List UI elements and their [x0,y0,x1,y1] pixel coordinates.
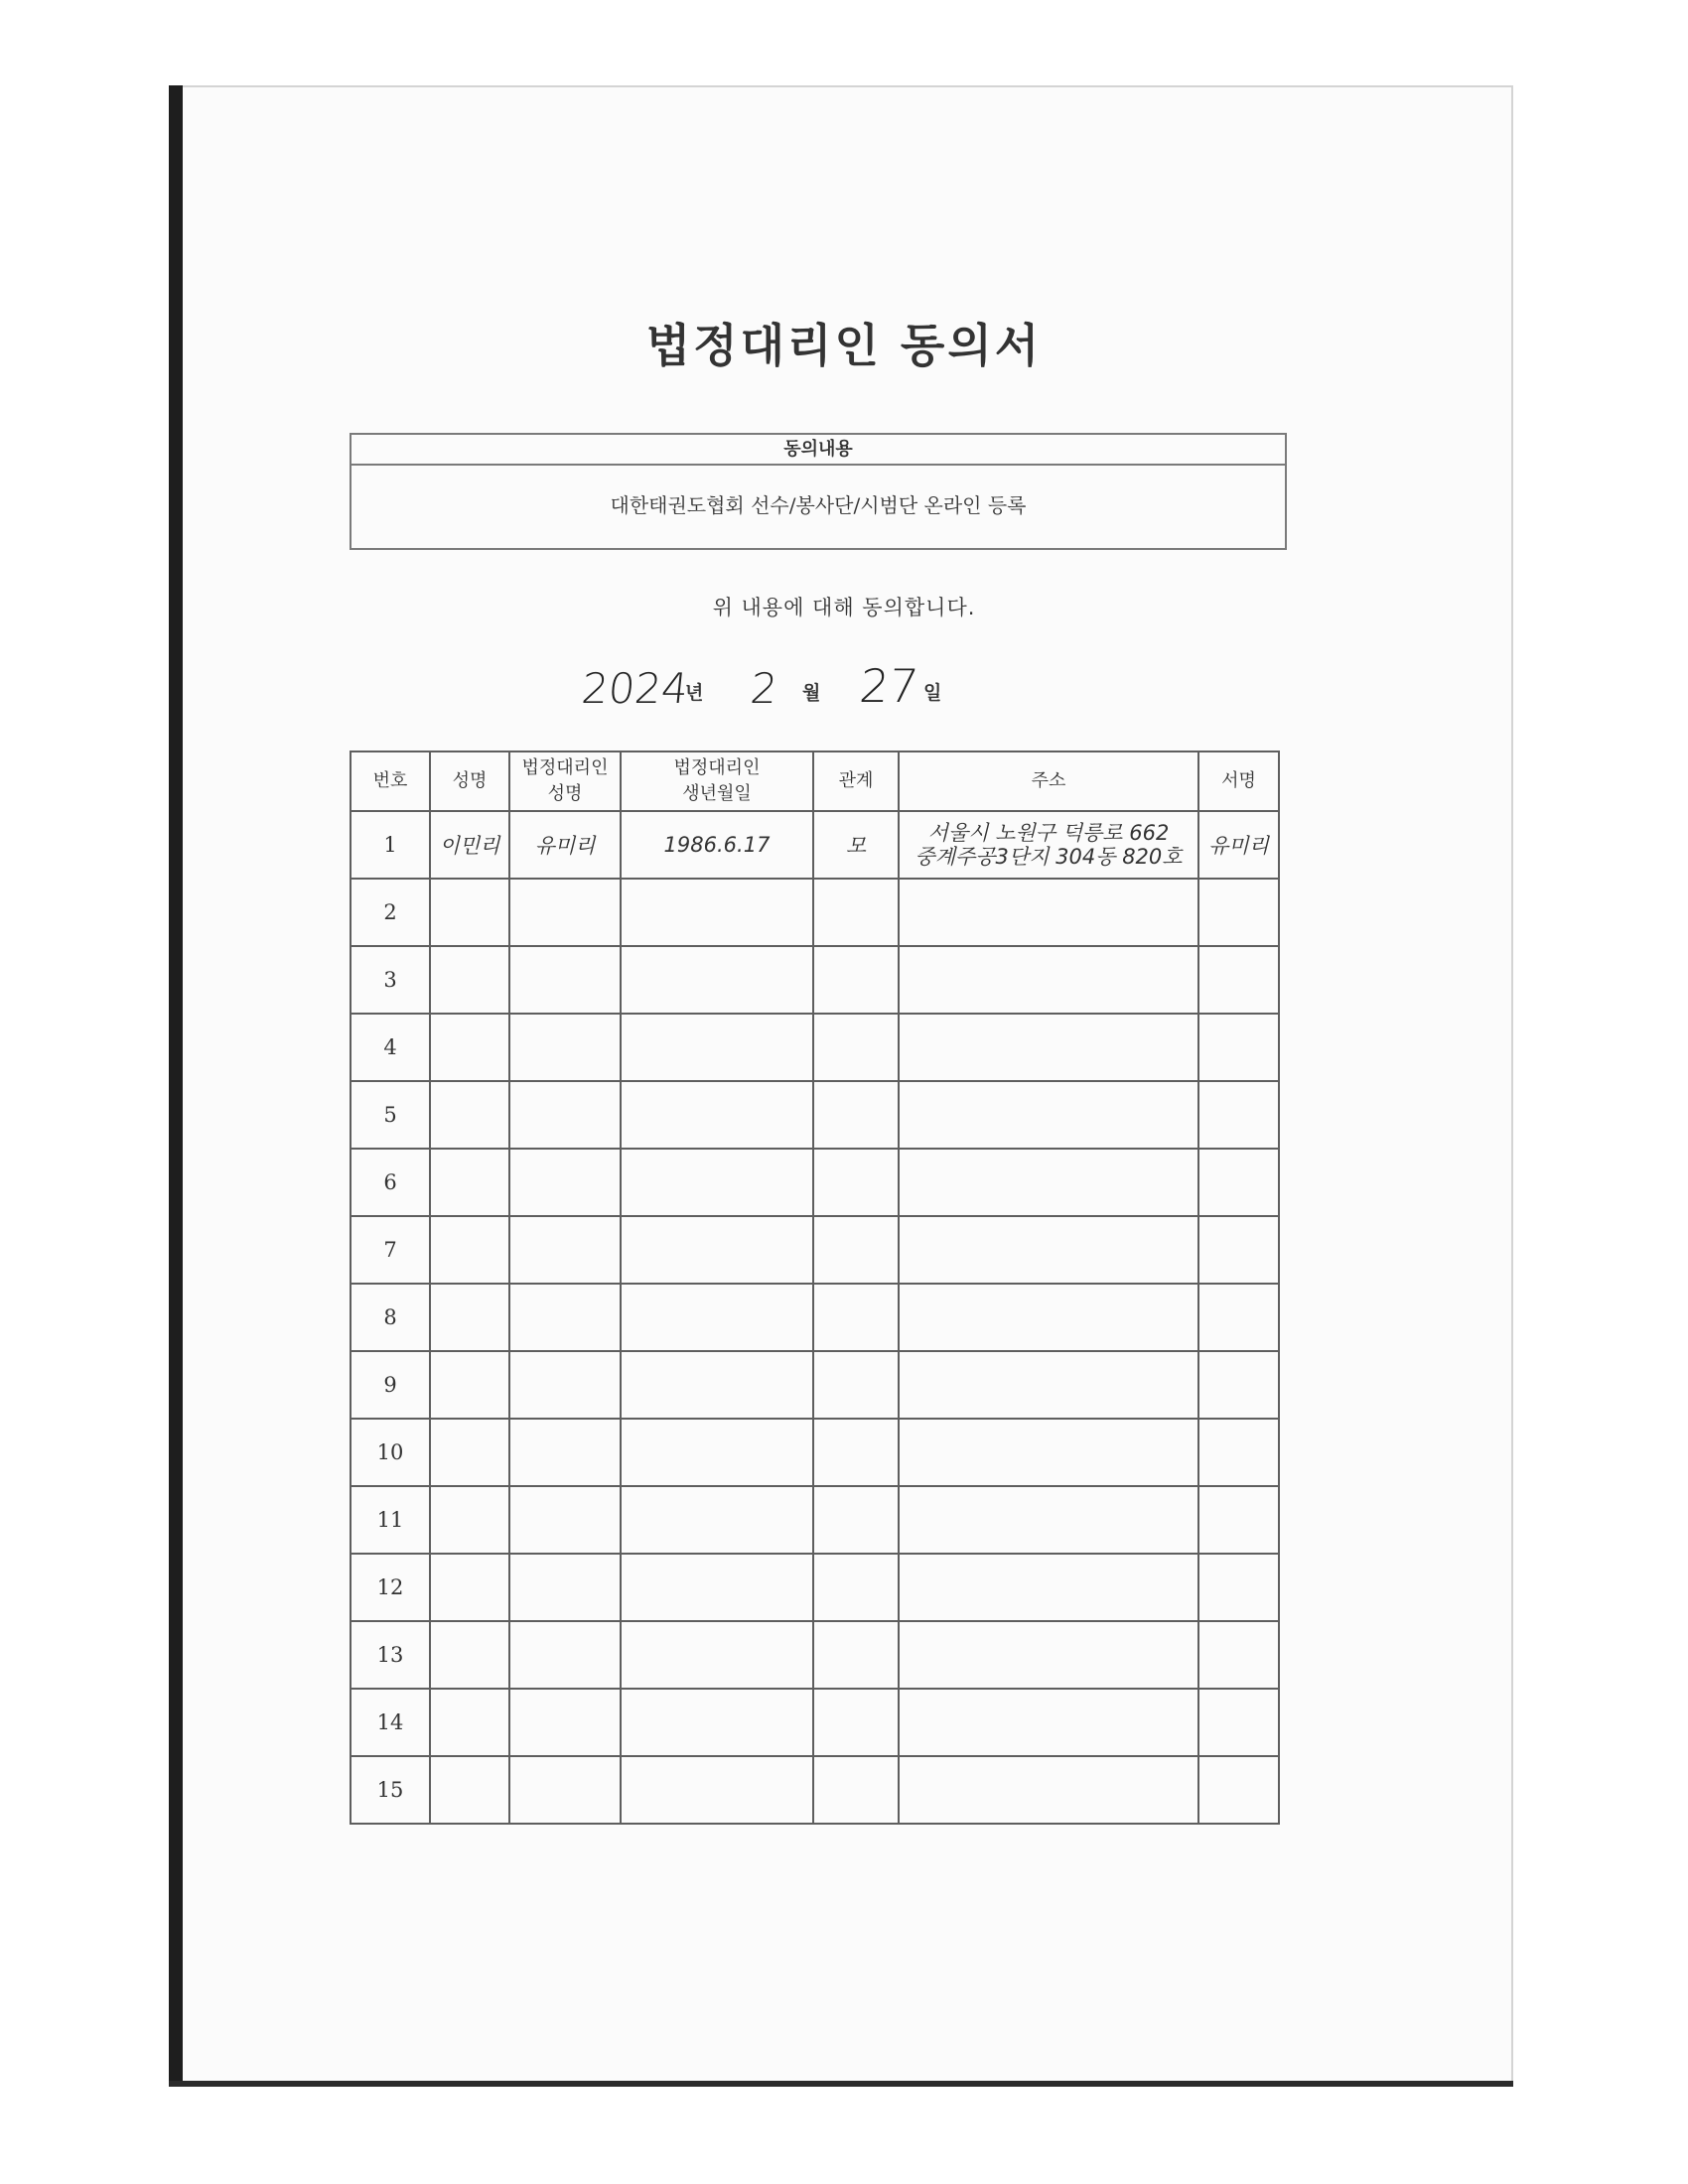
cell-guardian-name [509,1351,621,1419]
agreement-statement: 위 내용에 대해 동의합니다. [712,596,976,619]
table-row [351,811,1279,879]
binder-edge [169,85,183,2085]
cell-signature [1198,1486,1279,1554]
address-line-1: 서울시 노원구 덕릉로 662 [927,821,1170,845]
cell-guardian-name [509,1756,621,1824]
header-guardian-name-line2: 성명 [547,783,583,804]
cell-address [899,1216,1198,1284]
document-title: 법정대리인 동의서 [645,319,1043,372]
cell-name [430,879,509,946]
cell-name [430,1419,509,1486]
cell-relation [813,879,899,946]
cell-guardian-name [509,946,621,1014]
header-guardian-birth-line2: 생년월일 [682,783,752,804]
cell-address [899,1014,1198,1081]
cell-guardian-birth [621,1081,813,1149]
cell-guardian-name: 유미리 [509,811,621,879]
row-number: 5 [351,1081,430,1149]
cell-guardian-birth [621,1486,813,1554]
cell-guardian-birth [621,1149,813,1216]
cell-guardian-birth [621,1554,813,1621]
cell-name [430,1216,509,1284]
cell-address [899,1081,1198,1149]
row-number: 9 [351,1351,430,1419]
cell-name [430,1284,509,1351]
row-number: 11 [351,1486,430,1554]
cell-signature [1198,879,1279,946]
cell-signature [1198,1149,1279,1216]
row-number: 13 [351,1621,430,1689]
cell-guardian-name [509,1419,621,1486]
cell-guardian-birth [621,1351,813,1419]
table-row [351,1486,1279,1554]
address-line-2: 중계주공3단지 304동 820호 [914,845,1183,869]
date-day-unit: 일 [923,682,942,704]
cell-guardian-name [509,1149,621,1216]
table-header-row [351,751,1279,811]
header-no: 번호 [351,751,430,811]
cell-guardian-name [509,1014,621,1081]
cell-address [899,1756,1198,1824]
cell-relation [813,1486,899,1554]
header-guardian-name [509,751,621,811]
date-month-unit: 월 [802,682,821,704]
row-number: 10 [351,1419,430,1486]
cell-signature [1198,1554,1279,1621]
cell-relation [813,1149,899,1216]
cell-name [430,1756,509,1824]
table-row [351,1419,1279,1486]
cell-name [430,1014,509,1081]
cell-signature [1198,1351,1279,1419]
date-month: 2 [748,664,780,713]
table-row [351,1689,1279,1756]
cell-signature [1198,1014,1279,1081]
row-number: 4 [351,1014,430,1081]
cell-address [899,1351,1198,1419]
cell-guardian-name [509,1081,621,1149]
cell-relation [813,1351,899,1419]
row-number: 8 [351,1284,430,1351]
cell-name [430,1081,509,1149]
cell-relation [813,946,899,1014]
table-row [351,1621,1279,1689]
cell-address [899,879,1198,946]
date-year-unit: 년 [685,682,704,704]
cell-guardian-birth [621,1689,813,1756]
cell-guardian-birth [621,1621,813,1689]
cell-signature [1198,1756,1279,1824]
table-row [351,1756,1279,1824]
cell-address [899,1419,1198,1486]
cell-relation [813,1756,899,1824]
table-row [351,1351,1279,1419]
cell-signature [1198,1284,1279,1351]
cell-guardian-birth [621,1216,813,1284]
cell-signature [1198,1081,1279,1149]
cell-relation [813,1081,899,1149]
cell-address [899,1689,1198,1756]
table-row [351,1014,1279,1081]
cell-signature [1198,946,1279,1014]
cell-relation [813,1419,899,1486]
table-body [351,811,1279,1824]
cell-name [430,1621,509,1689]
cell-signature [1198,1216,1279,1284]
cell-guardian-name [509,1689,621,1756]
cell-address [899,1621,1198,1689]
cell-address [899,811,1198,879]
row-number: 12 [351,1554,430,1621]
table-row [351,946,1279,1014]
table-row [351,1081,1279,1149]
table-row [351,1216,1279,1284]
header-guardian-birth [621,751,813,811]
row-number: 15 [351,1756,430,1824]
table-row [351,1284,1279,1351]
row-number: 14 [351,1689,430,1756]
cell-relation [813,1621,899,1689]
cell-relation [813,1554,899,1621]
cell-relation [813,1689,899,1756]
row-number: 1 [351,811,430,879]
row-number: 3 [351,946,430,1014]
cell-name [430,946,509,1014]
cell-guardian-birth [621,946,813,1014]
cell-guardian-name [509,1284,621,1351]
cell-guardian-birth: 1986.6.17 [621,811,813,879]
cell-relation [813,1014,899,1081]
header-guardian-name-line1: 법정대리인 [521,757,609,778]
cell-signature [1198,1419,1279,1486]
guardian-roster-table [350,751,1280,1825]
cell-address [899,1486,1198,1554]
cell-guardian-name [509,1216,621,1284]
header-address: 주소 [899,751,1198,811]
row-number: 2 [351,879,430,946]
header-signature: 서명 [1198,751,1279,811]
date-year: 2024 [579,664,691,713]
cell-address [899,946,1198,1014]
header-guardian-birth-line1: 법정대리인 [673,757,761,778]
row-number: 7 [351,1216,430,1284]
table-row [351,1149,1279,1216]
cell-guardian-birth [621,879,813,946]
date-line [579,657,1078,713]
cell-relation: 모 [813,811,899,879]
cell-guardian-name [509,1486,621,1554]
header-name: 성명 [430,751,509,811]
consent-content-box [350,433,1287,550]
table-row [351,1554,1279,1621]
cell-name [430,1351,509,1419]
cell-guardian-name [509,879,621,946]
consent-body: 대한태권도협회 선수/봉사단/시범단 온라인 등록 [610,493,1027,517]
cell-name: 이민리 [430,811,509,879]
cell-signature: 유미리 [1198,811,1279,879]
cell-signature [1198,1689,1279,1756]
cell-signature [1198,1621,1279,1689]
cell-guardian-name [509,1554,621,1621]
cell-relation [813,1284,899,1351]
consent-header: 동의내용 [352,435,1285,466]
cell-name [430,1554,509,1621]
cell-guardian-birth [621,1756,813,1824]
date-day: 27 [857,659,921,713]
page-bottom-edge [169,2081,1513,2087]
cell-address [899,1284,1198,1351]
header-relation: 관계 [813,751,899,811]
cell-address [899,1554,1198,1621]
cell-guardian-birth [621,1284,813,1351]
cell-guardian-birth [621,1014,813,1081]
cell-name [430,1149,509,1216]
cell-name [430,1486,509,1554]
cell-guardian-name [509,1621,621,1689]
cell-address [899,1149,1198,1216]
cell-name [430,1689,509,1756]
cell-guardian-birth [621,1419,813,1486]
table-row [351,879,1279,946]
row-number: 6 [351,1149,430,1216]
cell-relation [813,1216,899,1284]
